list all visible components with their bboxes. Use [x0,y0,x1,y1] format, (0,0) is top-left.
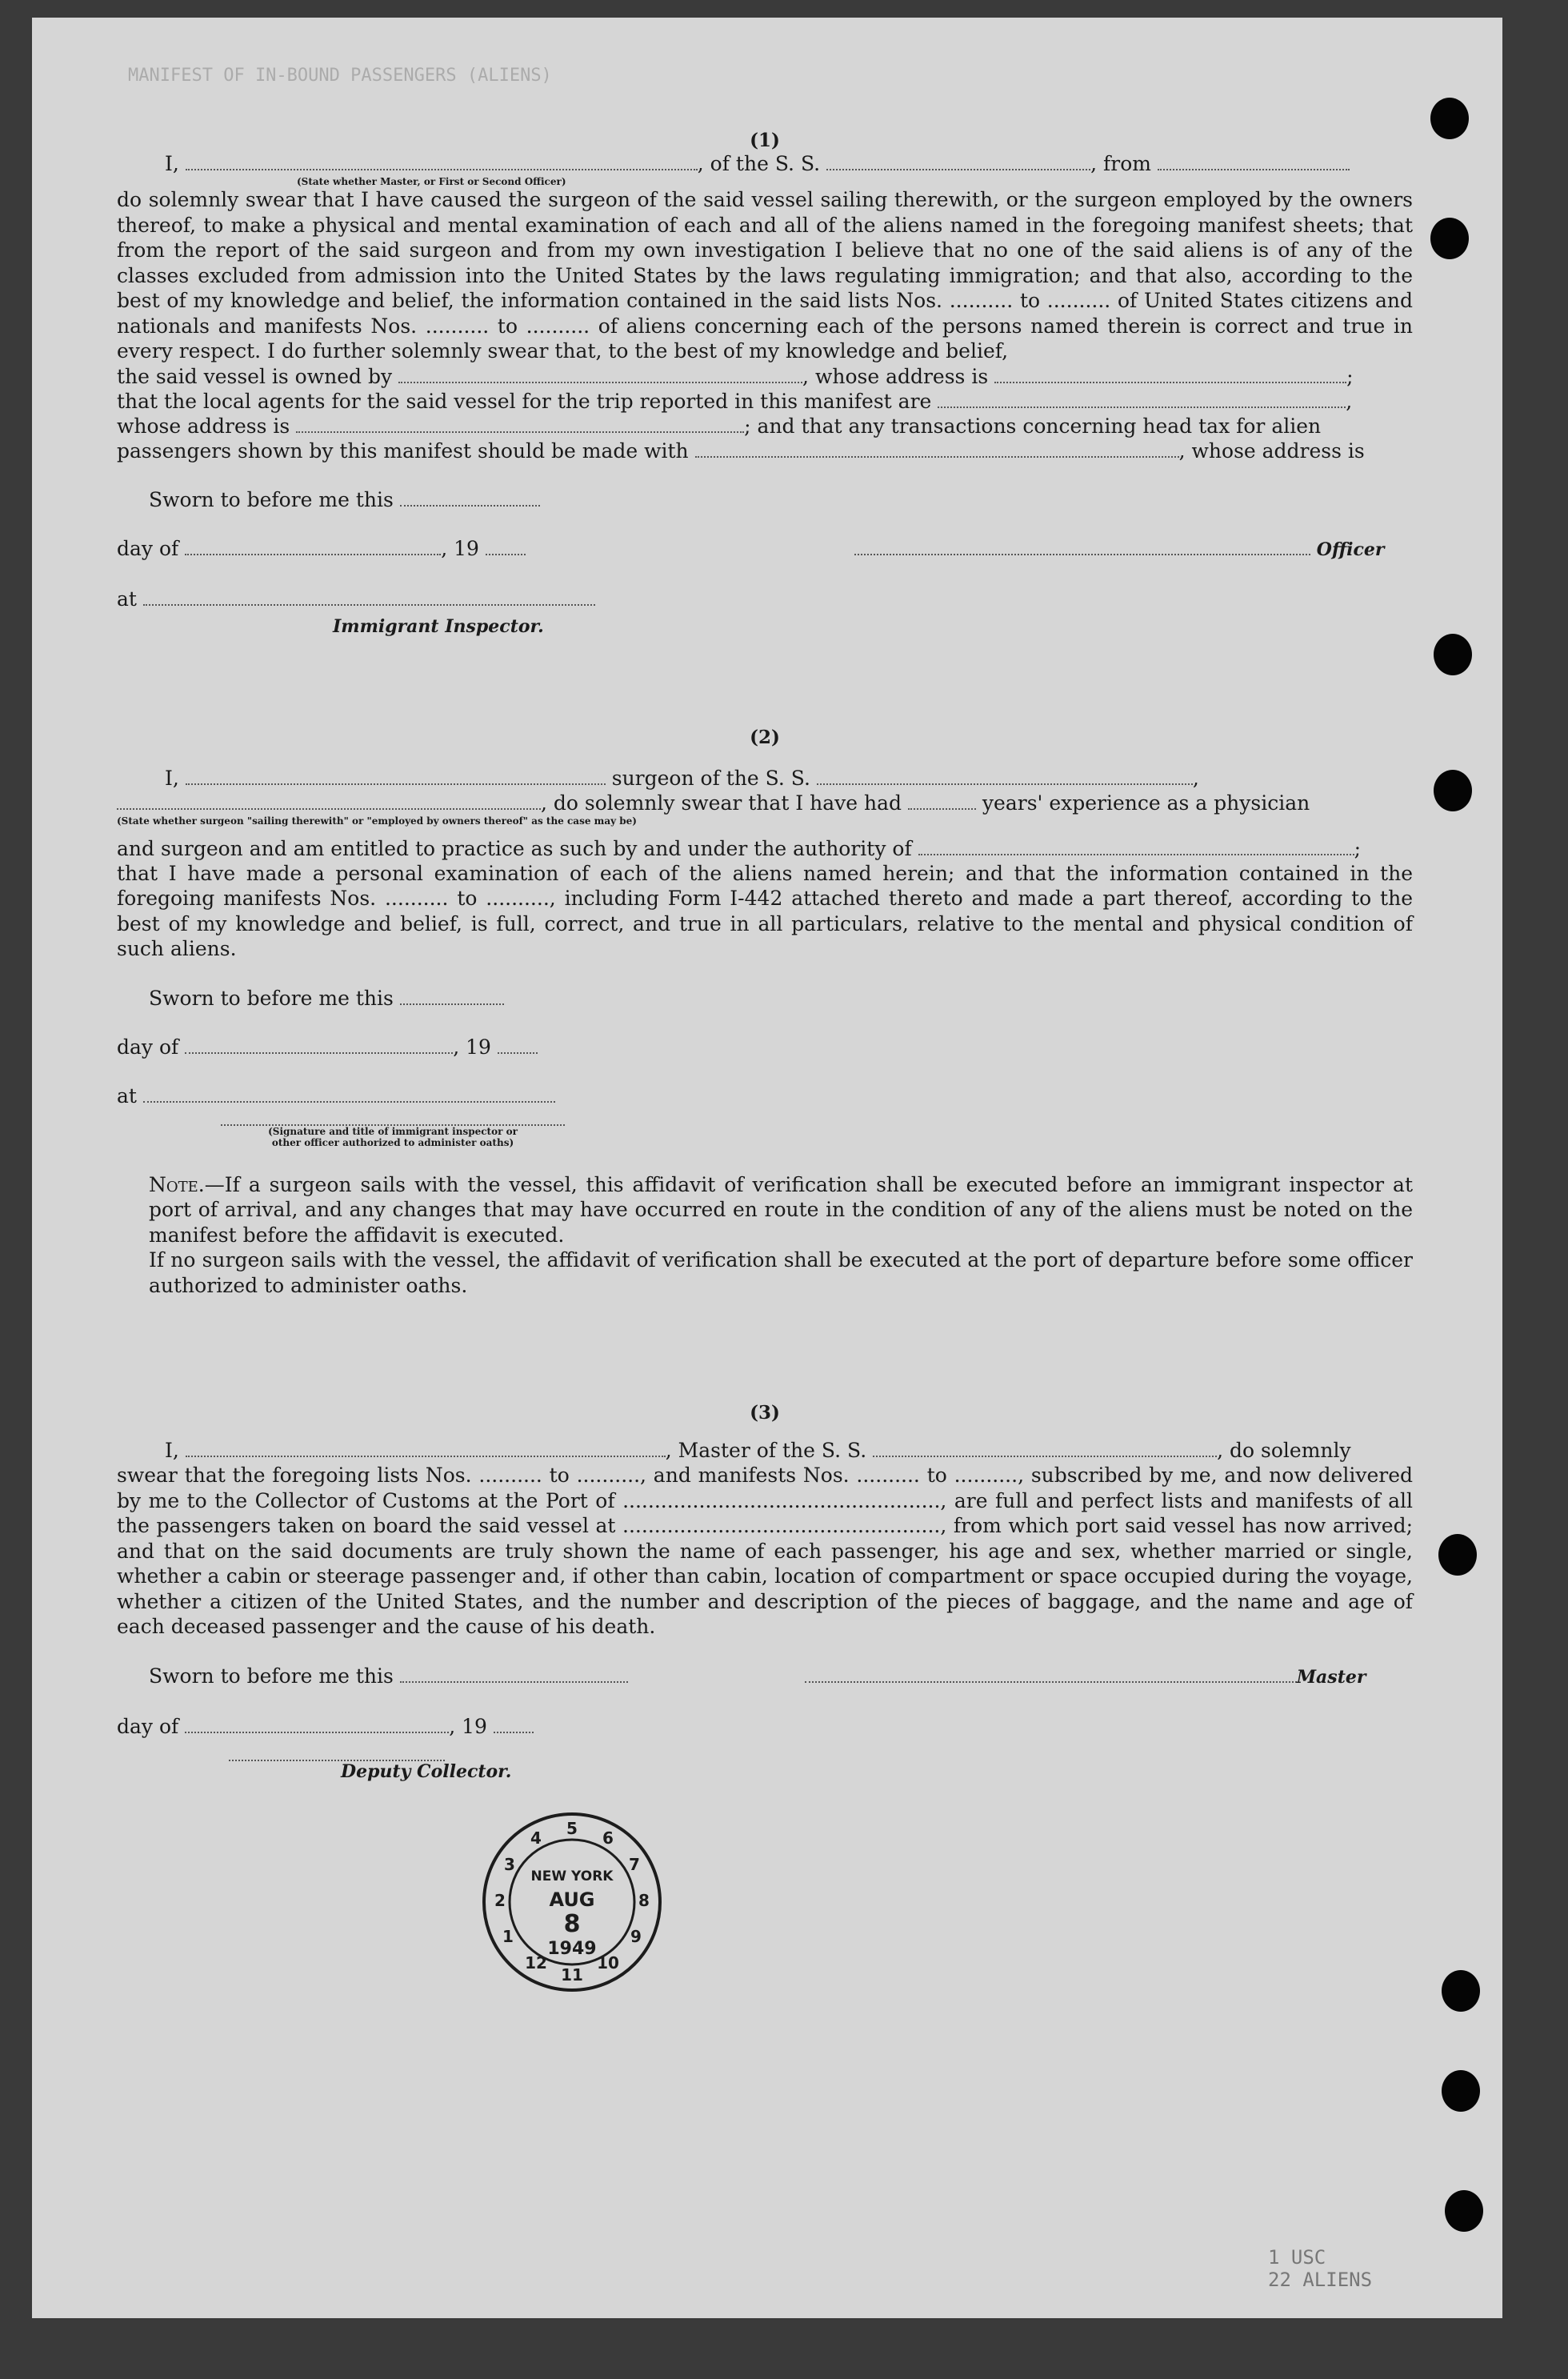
bleed-through-text: MANIFEST OF IN-BOUND PASSENGERS (ALIENS) [128,66,552,86]
svg-text:6: 6 [602,1828,614,1848]
bottom-annotation [1268,2246,1372,2291]
section-1-at-line: at [117,587,1413,611]
agents-address-line: whose address is ; and that any transactions concerning head tax for alien [117,414,1322,438]
master-name-field[interactable] [186,1440,666,1457]
surgeon-sworn-place-field[interactable] [143,1085,555,1103]
svg-text:11: 11 [561,1965,583,1985]
deputy-collector-label: Deputy Collector. [341,1760,512,1782]
surgeon-name-field[interactable] [186,767,606,785]
svg-text:2: 2 [494,1891,506,1910]
document-page [32,18,1502,2318]
section-2-day-line: day of , 19 [117,1035,1413,1059]
section-3-master-line: I, , Master of the S. S. , do solemnly [165,1439,1351,1462]
stamp-day: 8 [563,1910,581,1938]
head-tax-line: passengers shown by this manifest should be made with , whose address is [117,439,1365,463]
section-1-officer-line: I, , of the S. S. , from [117,151,1413,176]
master-label: Master [1296,1666,1366,1688]
section-3-number: (3) [750,1402,780,1424]
authority-line: and surgeon and am entitled to practice as such by and under the authority of ; [117,836,1362,860]
vessel-name-field[interactable] [826,153,1090,170]
section-1-day-line: day of , 19 Officer [117,536,1385,560]
punch-hole [1430,218,1469,259]
section-1-number: (1) [750,130,780,151]
sworn-place-field[interactable] [143,588,595,606]
svg-text:8: 8 [638,1891,650,1910]
experience-years-field[interactable] [908,792,976,810]
svg-text:3: 3 [504,1855,515,1874]
sworn-year-field[interactable] [486,538,526,555]
section-3-sworn-line: Sworn to before me this Master [149,1664,1366,1688]
surgeon-sworn-day-field[interactable] [400,987,504,1005]
head-tax-agent-field[interactable] [695,440,1179,458]
section-1-oath-text: do solemnly swear that I have caused the surgeon of the said vessel sailing therewith, or the surgeon employed by the owners thereof, to make a physical and mental examination of each and all of the aliens named in the foregoing manifest sheets; that from the report of the said surgeon and from my own investigation I believe that no one of the said aliens is of any of the classes excluded from admission into the United States by the laws regulating immigration; and that also, according to the best of my knowledge and belief, the information contained in the said lists Nos. .......... to .......... of United States citizens and nationals and manifests Nos. .......... to .......... of aliens concerning each of the persons named therein is correct and true in every respect. I do further solemnly swear that, to the best of my knowledge and belief, [117,188,1413,362]
section-2-surgeon-line: I, surgeon of the S. S. , [165,766,1199,790]
svg-text:10: 10 [597,1953,619,1972]
officer-label: Officer [1316,539,1385,560]
svg-text:12: 12 [525,1953,547,1972]
surgeon-vessel-field[interactable] [817,767,1193,785]
owner-address-field[interactable] [994,366,1346,383]
officer-name-field[interactable] [186,153,698,170]
punch-hole [1442,2070,1480,2112]
affidavit-sheet [117,130,1413,1782]
svg-text:9: 9 [630,1927,642,1946]
section-2-number: (2) [750,726,780,748]
master-vessel-field[interactable] [873,1440,1217,1457]
stamp-month-number: 5 [566,1819,578,1838]
stamp-year: 1949 [547,1939,597,1959]
section-3-oath-text: swear that the foregoing lists Nos. .......... to .........., and manifests Nos. .......... to .........., subscribed by me, and now delivered by me to the Collector of Customs at the Port of .................................................., are full and perfect lists and manifests of all the passengers taken on board the said vessel at .................................................., from which port said vessel has now arrived; and that on the said documents are truly shown the name of each passenger, his age and sex, whether married or single, whether a cabin or steerage passenger and, if other than cabin, location of compartment or space occupied during the voyage, whether a citizen of the United States, and the number and description of the pieces of baggage, and the name and age of each deceased passenger and the cause of his death. [117,1464,1413,1638]
section-3-day-line: day of , 19 [117,1714,1413,1739]
punch-hole [1434,770,1472,811]
section-2-oath-text: that I have made a personal examination of each of the aliens named herein; and that the information contained in the foregoing manifests Nos. .......... to .........., including Form I-442 attached thereto and made a part thereof, according to the best of my knowledge and belief, is full, correct, and true in all particulars, relative to the mental and physical condition of such aliens. [117,861,1413,960]
agents-field[interactable] [938,390,1346,408]
master-signature-field[interactable] [805,1665,1297,1683]
punch-hole [1445,2190,1483,2232]
sworn-month-field[interactable] [185,538,441,555]
master-sworn-day-field[interactable] [400,1665,628,1683]
note-label: Note. [149,1172,205,1196]
agents-line: that the local agents for the said vessel for the trip reported in this manifest are , [117,389,1353,413]
sworn-day-field[interactable] [400,489,540,507]
svg-text:7: 7 [629,1855,640,1874]
punch-hole [1430,98,1469,139]
svg-text:1: 1 [502,1927,514,1946]
officer-signature-field[interactable] [854,538,1310,555]
inspector-signature-caption-2: other officer authorized to administer oaths) [271,1136,514,1148]
section-2-at-line: at [117,1083,1413,1108]
section-2-experience-line: , do solemnly swear that I have had years' experience as a physician [117,791,1413,815]
stamp-city: NEW YORK [530,1868,614,1884]
surgeon-caption: (State whether surgeon "sailing therewith" or "employed by owners thereof" as the case may be) [117,815,637,827]
note-paragraph-2: If no surgeon sails with the vessel, the affidavit of verification shall be executed at the port of departure before some officer authorized to administer oaths. [149,1248,1413,1297]
usc-count: 1 USC [1268,2246,1326,2269]
arrival-date-stamp [480,1810,664,1994]
immigrant-inspector-label: Immigrant Inspector. [333,615,544,637]
surgeon-status-field[interactable] [117,792,541,810]
stamp-month: AUG [549,1888,595,1911]
from-port-field[interactable] [1158,153,1350,170]
section-1-sworn-line: Sworn to before me this [117,487,1413,512]
agents-address-field[interactable] [296,415,744,433]
aliens-count: 22 ALIENS [1268,2269,1373,2291]
punch-hole [1442,1970,1480,2012]
note-paragraph-1: Note.—If a surgeon sails with the vessel, this affidavit of verification shall be executed before an immigrant inspector at port of arrival, and any changes that may have occurred en route in the condition of any of the aliens must be noted on the manifest before the affidavit is executed. [149,1172,1413,1247]
punch-hole [1438,1534,1477,1576]
officer-caption: (State whether Master, or First or Second Officer) [297,176,566,187]
owner-line: the said vessel is owned by , whose address is ; [117,364,1354,388]
section-2-sworn-line: Sworn to before me this [117,986,1413,1011]
owner-field[interactable] [398,366,802,383]
master-sworn-month-field[interactable] [185,1716,449,1733]
punch-hole [1434,634,1472,675]
inspector-signature-caption-1: (Signature and title of immigrant inspector or [268,1125,518,1137]
surgeon-sworn-year-field[interactable] [498,1036,538,1054]
svg-text:4: 4 [530,1828,542,1848]
surgeon-sworn-month-field[interactable] [185,1036,453,1054]
master-sworn-year-field[interactable] [494,1716,534,1733]
authority-field[interactable] [918,838,1354,855]
